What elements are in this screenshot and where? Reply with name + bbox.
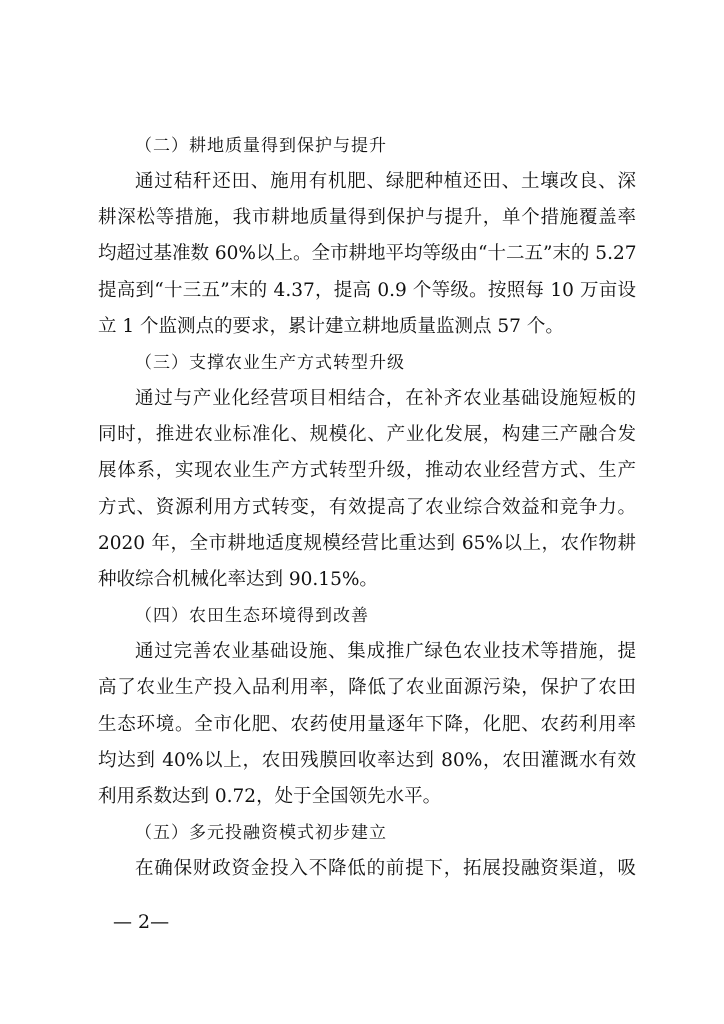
section-heading: （三）支撑农业生产方式转型升级: [135, 353, 405, 374]
paragraph-line: 通过完善农业基础设施、集成推广绿色农业技术等措施，提: [135, 641, 636, 663]
paragraph-line: 利用系数达到 0.72，处于全国领先水平。: [98, 786, 442, 808]
paragraph-line: 方式、资源利用方式转变，有效提高了农业综合效益和竞争力。: [98, 496, 636, 518]
section-paragraph: [98, 634, 636, 815]
section-heading: （二）耕地质量得到保护与提升: [135, 136, 387, 156]
paragraph-line: 在确保财政资金投入不降低的前提下，拓展投融资渠道，吸: [135, 858, 636, 880]
page-number: — 2—: [113, 911, 170, 933]
paragraph-line: 种收综合机械化率达到 90.15%。: [98, 569, 378, 591]
paragraph-line: 同时，推进农业标准化、规模化、产业化发展，构建三产融合发: [98, 424, 636, 446]
section-paragraph: [98, 851, 636, 887]
section-heading: （五）多元投融资模式初步建立: [135, 823, 387, 844]
section-heading: （四）农田生态环境得到改善: [135, 606, 369, 627]
paragraph-line: 立 1 个监测点的要求，累计建立耕地质量监测点 57 个。: [98, 315, 564, 337]
paragraph-line: 展体系，实现农业生产方式转型升级，推动农业经营方式、生产: [98, 460, 636, 482]
paragraph-line: 生态环境。全市化肥、农药使用量逐年下降，化肥、农药利用率: [98, 713, 636, 735]
section-paragraph: [98, 164, 636, 345]
paragraph-line: 耕深松等措施，我市耕地质量得到保护与提升，单个措施覆盖率: [98, 207, 636, 229]
paragraph-line: 均达到 40%以上，农田残膜回收率达到 80%，农田灌溉水有效: [98, 749, 636, 771]
paragraph-line: 2020 年，全市耕地适度规模经营比重达到 65%以上，农作物耕: [98, 532, 636, 554]
paragraph-line: 通过秸秆还田、施用有机肥、绿肥种植还田、土壤改良、深: [135, 171, 636, 192]
paragraph-line: 通过与产业化经营项目相结合，在补齐农业基础设施短板的: [135, 388, 636, 410]
paragraph-line: 高了农业生产投入品利用率，降低了农业面源污染，保护了农田: [98, 677, 636, 699]
paragraph-line: 均超过基准数 60%以上。全市耕地平均等级由“十二五”末的 5.27: [98, 243, 637, 265]
section-paragraph: [98, 381, 636, 598]
document-body: [98, 128, 636, 887]
paragraph-line: 提高到“十三五”末的 4.37，提高 0.9 个等级。按照每 10 万亩设: [98, 279, 636, 301]
